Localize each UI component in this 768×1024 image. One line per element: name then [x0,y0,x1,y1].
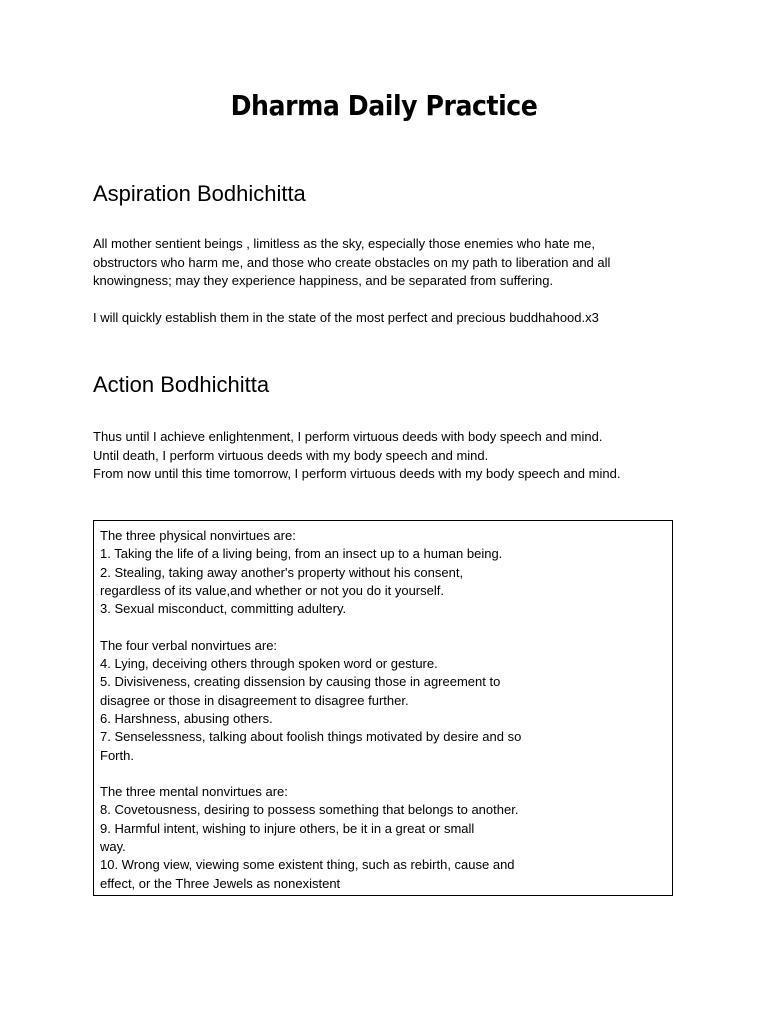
action-line: Thus until I achieve enlightenment, I perform virtuous deeds with body speech and mind. [93,429,603,444]
mental-heading: The three mental nonvirtues are: [100,784,288,800]
physical-heading: The three physical nonvirtues are: [100,528,296,543]
aspiration-paragraph [93,235,713,291]
nonvirtue-item: 6. Harshness, abusing others. [100,710,273,726]
nonvirtue-item: 3. Sexual misconduct, committing adultery. [100,601,347,617]
nonvirtue-item: 1. Taking the life of a living being, from an insect up to a human being. [100,546,503,562]
nonvirtue-item: 2. Stealing, taking away another's property without his consent, [100,564,464,580]
aspiration-line: All mother sentient beings , limitless as the sky, especially those enemies who hate me, [93,236,595,251]
nonvirtue-item: regardless of its value,and whether or not you do it yourself. [100,582,444,598]
page-title: Dharma Daily Practice [230,89,538,122]
action-line: From now until this time tomorrow, I perform virtuous deeds with my body speech and mind. [93,466,621,481]
aspiration-closing: I will quickly establish them in the state of the most perfect and precious buddhahood.x3 [93,310,599,325]
nonvirtue-item: 4. Lying, deceiving others through spoken word or gesture. [100,656,438,672]
section-gap [100,765,521,783]
verbal-heading: The four verbal nonvirtues are: [100,637,278,653]
nonvirtues-text [100,527,521,893]
nonvirtue-item: disagree or those in disagreement to disagree further. [100,692,409,708]
action-heading: Action Bodhichitta [93,372,270,397]
aspiration-line: obstructors who harm me, and those who create obstacles on my path to liberation and all [93,254,611,270]
nonvirtue-item: effect, or the Three Jewels as nonexistent [100,875,341,891]
nonvirtue-item: way. [100,839,126,855]
aspiration-heading: Aspiration Bodhichitta [93,181,306,206]
nonvirtue-item: 5. Divisiveness, creating dissension by causing those in agreement to [100,674,501,690]
aspiration-line: knowingness; may they experience happiness, and be separated from suffering. [93,273,554,288]
nonvirtue-item: 8. Covetousness, desiring to possess something that belongs to another. [100,802,519,818]
nonvirtue-item: 9. Harmful intent, wishing to injure others, be it in a great or small [100,820,475,836]
nonvirtues-box [93,520,673,896]
nonvirtue-item: 10. Wrong view, viewing some existent thing, such as rebirth, cause and [100,857,515,873]
action-line: Until death, I perform virtuous deeds with my body speech and mind. [93,447,489,463]
nonvirtue-item: Forth. [100,747,134,763]
action-paragraph [93,428,713,484]
section-gap [100,618,521,636]
nonvirtue-item: 7. Senselessness, talking about foolish things motivated by desire and so [100,729,522,745]
